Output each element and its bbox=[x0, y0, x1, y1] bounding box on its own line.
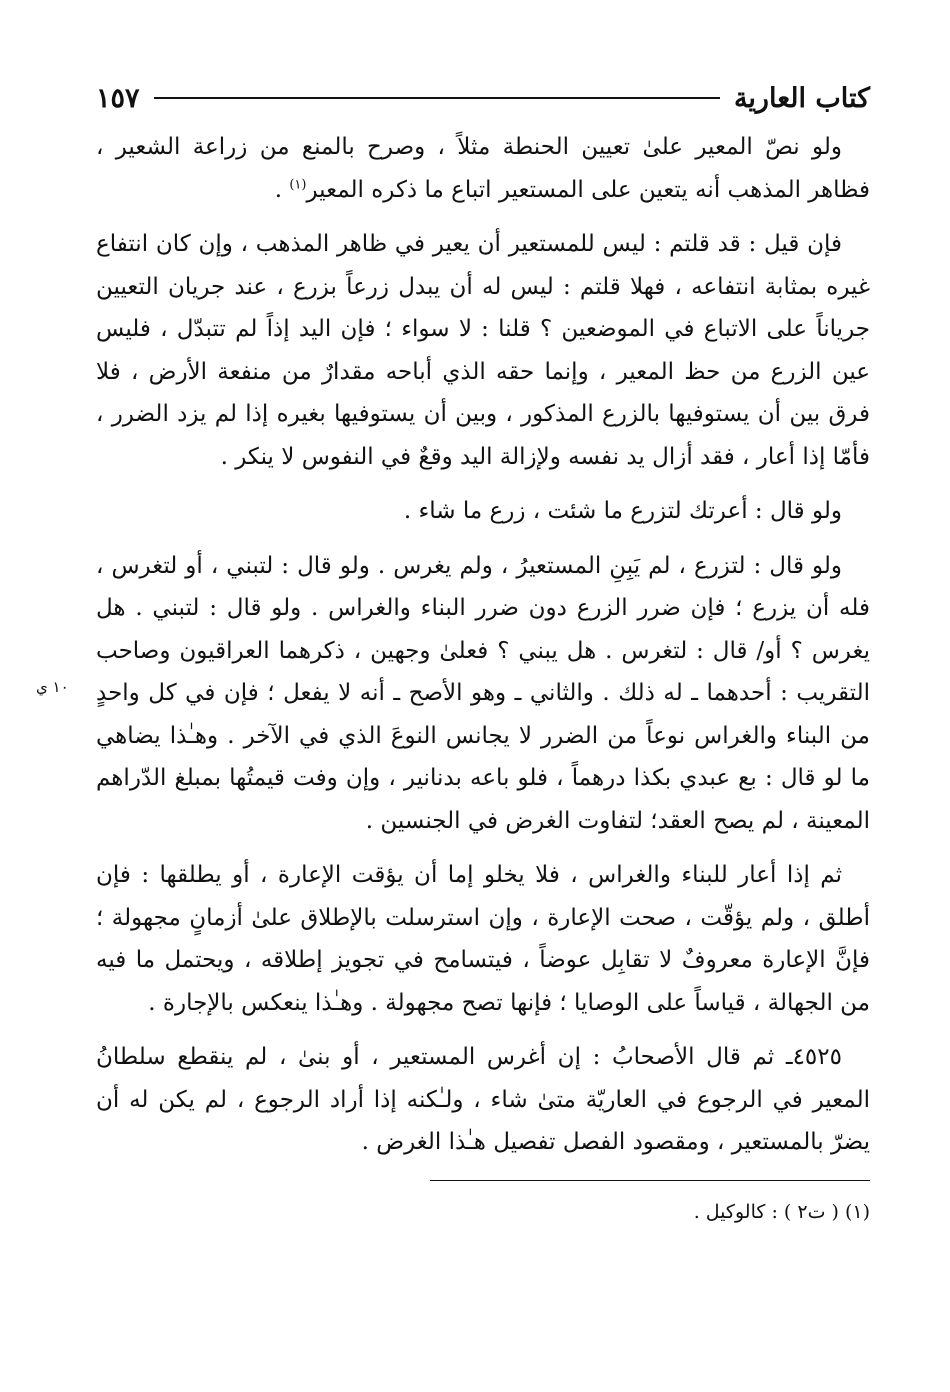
paragraph-6: ٤٥٢٥ـ ثم قال الأصحابُ : إن أغرس المستعير ، أو بنىٰ ، لم ينقطع سلطانُ المعير في الرجوع في العاريّة متىٰ شاء ، ولـٰكنه إذا أراد الرجوع ، لم يكن له أن يضرّ بالمستعير ، ومقصود الفصل تفصيل هـٰذا الغرض . bbox=[96, 1044, 870, 1155]
chapter-title: كتاب العارية bbox=[733, 82, 870, 114]
document-page bbox=[96, 70, 870, 1223]
page-number: ١٥٧ bbox=[96, 82, 140, 114]
footnote-divider bbox=[430, 1180, 870, 1181]
paragraph-1: ولو نصّ المعير علىٰ تعيين الحنطة مثلاً ، وصرح بالمنع من زراعة الشعير ، فظاهر المذهب أنه يتعين على المستعير اتباع ما ذكره المعير$^{(١)}$ . bbox=[96, 134, 870, 203]
footnote: (١) ( ت٢ ) : كالوكيل . bbox=[693, 1200, 870, 1223]
paragraph-3: ولو قال : أعرتك لتزرع ما شئت ، زرع ما شاء . bbox=[403, 498, 842, 524]
page-header bbox=[96, 70, 870, 126]
paragraph-2: فإن قيل : قد قلتم : ليس للمستعير أن يعير في ظاهر المذهب ، وإن كان انتفاع غيره بمثابة انتفاعه ، فهلا قلتم : ليس له أن يبدل زرعاً بزرع ، عند جريان التعيين جرياناً على الاتباع في الموضعين ؟ قلنا : لا سواء ؛ فإن اليد إذاً لم تتبدّل ، فليس عين الزرع من حظ المعير ، وإنما حقه الذي أباحه مقدارٌ من منفعة الأرض ، فلا فرق بين أن يستوفيها بالزرع المذكور ، وبين أن يستوفيها بغيره إذا لم يزد الضرر ، فأمّا إذا أعار ، فقد أزال يد نفسه ولإزالة اليد وقعٌ في النفوس لا ينكر . bbox=[96, 231, 870, 470]
header-rule bbox=[154, 97, 720, 99]
margin-note: ١٠ ي bbox=[36, 678, 69, 696]
paragraph-5: ثم إذا أعار للبناء والغراس ، فلا يخلو إما أن يؤقت الإعارة ، أو يطلقها : فإن أطلق ، ولم يؤقّت ، صحت الإعارة ، وإن استرسلت بالإطلاق علىٰ أزمانٍ مجهولة ؛ فإنَّ الإعارة معروفٌ لا تقابِل عوضاً ، فيتسامح في تجويز إطلاقه ، ويحتمل ما فيه من الجهالة ، قياساً على الوصايا ؛ فإنها تصح مجهولة . وهـٰذا ينعكس بالإجارة . bbox=[96, 862, 870, 1016]
footnote-reference: (١) bbox=[289, 176, 307, 192]
paragraph-4: ولو قال : لتزرع ، لم يَبِنِ المستعيرُ ، ولم يغرس . ولو قال : لتبني ، أو لتغرس ، فله أن يزرع ؛ فإن ضرر الزرع دون ضرر البناء والغراس . ولو قال : لتبني . هل يغرس ؟ أو/ قال : لتغرس . هل يبني ؟ فعلىٰ وجهين ، ذكرهما العراقيون وصاحب التقريب : أحدهما ـ له ذلك . والثاني ـ وهو الأصح ـ أنه لا يفعل ؛ فإن في كل واحدٍ من البناء والغراس نوعاً من الضرر لا يجانس النوعَ الذي في الآخر . وهـٰذا يضاهي ما لو قال : بع عبدي بكذا درهماً ، فلو باعه بدنانير ، وإن وفت قيمتُها بمبلغ الدّراهم المعينة ، لم يصح العقد؛ لتفاوت الغرض في الجنسين . bbox=[96, 552, 870, 834]
